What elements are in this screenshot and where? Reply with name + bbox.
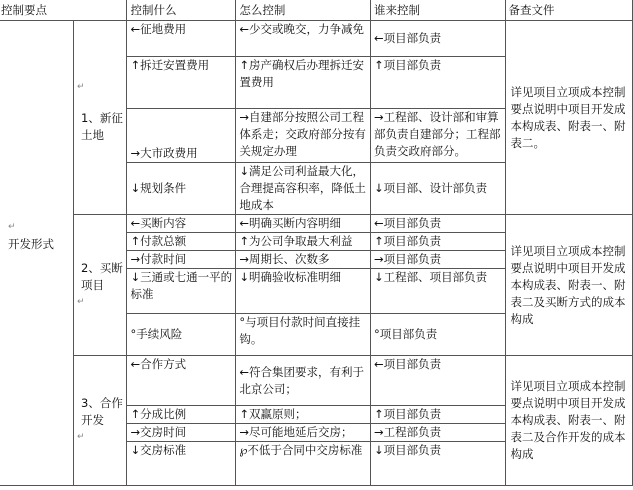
- who-cell: ↑项目部负责: [370, 57, 505, 109]
- what-cell: ←合作方式: [127, 356, 236, 406]
- how-cell: ↓明确验收标准明细: [236, 269, 371, 314]
- how-cell: ←明确买断内容明细: [236, 215, 371, 233]
- who-cell: ↓工程部、项目部负责: [370, 269, 505, 314]
- what-cell: ↓规划条件: [127, 163, 236, 215]
- who-cell: →工程部负责: [370, 424, 505, 442]
- header-how: 怎么控制: [236, 0, 371, 21]
- how-cell: ←少交或晚交，力争减免: [236, 21, 371, 57]
- what-cell: °手续风险: [127, 314, 236, 356]
- area-label: 开发形式: [8, 237, 54, 251]
- how-cell: °与项目付款时间直接挂钩。: [236, 314, 371, 356]
- what-cell: ↑拆迁安置费用: [127, 57, 236, 109]
- who-cell: ←项目部负责: [370, 215, 505, 233]
- who-cell: °项目部负责: [370, 314, 505, 356]
- who-cell: ↑项目部负责: [370, 406, 505, 424]
- table-row: [0, 356, 633, 406]
- header-row: [0, 0, 633, 21]
- what-cell: ↑分成比例: [127, 406, 236, 424]
- how-cell: ↓满足公司利益最大化，合理提高容积率，降低土地成本: [236, 163, 371, 215]
- who-cell: ↓项目部负责: [370, 442, 505, 486]
- area-mark: ↵: [8, 222, 16, 232]
- table-row: [0, 215, 633, 233]
- header-files: 备查文件: [505, 0, 632, 21]
- area-cell: [0, 21, 74, 486]
- what-cell: →大市政费用: [127, 109, 236, 163]
- what-cell: →付款时间: [127, 251, 236, 269]
- who-cell: →项目部负责: [370, 251, 505, 269]
- header-control-point: 控制要点: [0, 0, 127, 21]
- how-cell: ↑房产确权后办理拆迁安置费用: [236, 57, 371, 109]
- who-cell: ↓项目部、设计部负责: [370, 163, 505, 215]
- group-label-1: ↵ 1、新征土地: [74, 21, 127, 215]
- who-cell: ←项目部负责: [370, 356, 505, 406]
- header-what: 控制什么: [127, 0, 236, 21]
- what-cell: ↓三通或七通一平的标准: [127, 269, 236, 314]
- what-cell: ←征地费用: [127, 21, 236, 57]
- how-cell: →尽可能地延后交房；: [236, 424, 371, 442]
- how-cell: →自建部分按照公司工程体系走；交政府部分按有关规定办理: [236, 109, 371, 163]
- who-cell: ←项目部负责: [370, 21, 505, 57]
- who-cell: ↑项目部负责: [370, 233, 505, 251]
- files-cell-1: 详见项目立项成本控制要点说明中项目开发成本构成表、附表一、附表二。: [505, 21, 632, 215]
- how-cell: ↑双赢原则；: [236, 406, 371, 424]
- how-cell: →周期长、次数多: [236, 251, 371, 269]
- files-cell-2: 详见项目立项成本控制要点说明中项目开发成本构成表、附表一、附表二及买断方式的成本构成: [505, 215, 632, 356]
- header-who: 谁来控制: [370, 0, 505, 21]
- who-cell: →工程部、设计部和审算部负责自建部分；工程部负责交政府部分。: [370, 109, 505, 163]
- group-label-2: 2、买断项目 ↵: [74, 215, 127, 356]
- what-cell: ←买断内容: [127, 215, 236, 233]
- how-cell: ←符合集团要求，有利于北京公司；: [236, 356, 371, 406]
- what-cell: ↓交房标准: [127, 442, 236, 486]
- how-cell: ↑为公司争取最大利益: [236, 233, 371, 251]
- table-row: [0, 21, 633, 57]
- what-cell: ↑付款总额: [127, 233, 236, 251]
- how-cell: ℘不低于合同中交房标准: [236, 442, 371, 486]
- what-cell: →交房时间: [127, 424, 236, 442]
- group-label-3: 3、合作开发 ↵: [74, 356, 127, 486]
- files-cell-3: 详见项目立项成本控制要点说明中项目开发成本构成表、附表一、附表二及合作开发的成本构成: [505, 356, 632, 486]
